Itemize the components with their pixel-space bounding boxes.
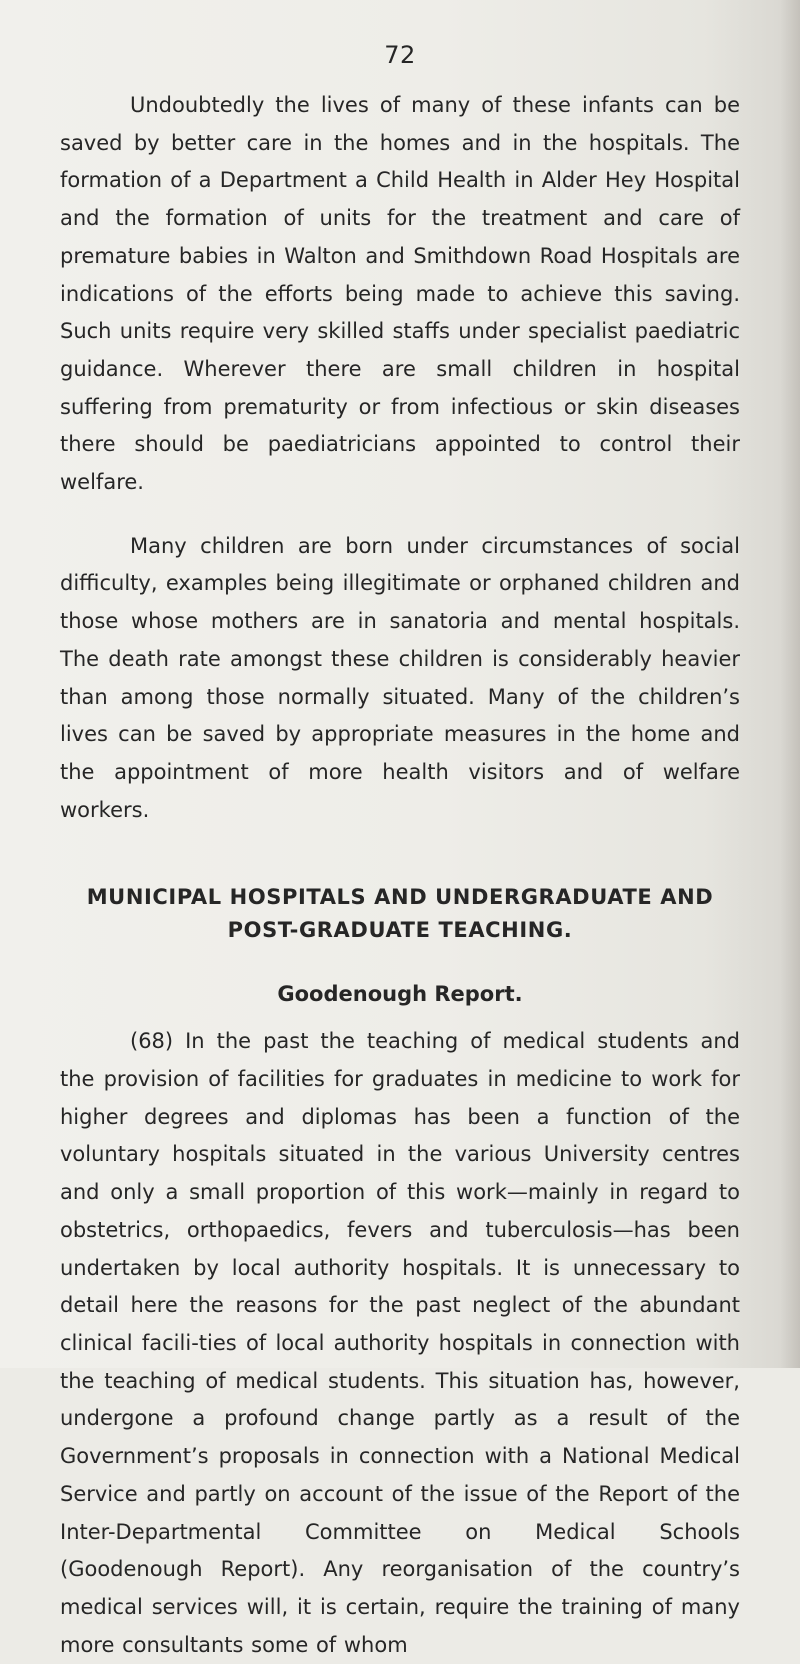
page-content — [60, 41, 740, 1664]
section-heading-line-2: POST-GRADUATE TEACHING. — [227, 918, 573, 943]
section-subheading: Goodenough Report. — [277, 982, 523, 1007]
paragraph-text: Many children are born under circumstances of social difficulty, examples being illegitimate or orphaned children and those whose mothers are in sanatoria and mental hospitals. The death rate amongst these children is considerably heavier than among those normally situated. Many of the children’s lives can be saved by appropriate measures in the home and the appointment of more health visitors and of welfare workers. — [60, 533, 740, 822]
paragraph-teaching — [60, 1023, 740, 1664]
section-heading-line-1: MUNICIPAL HOSPITALS AND UNDERGRADUATE AND — [86, 885, 714, 910]
section-heading — [60, 881, 740, 947]
paragraph-text: (68) In the past the teaching of medical students and the provision of facilities for graduates in medicine to work for higher degrees and diplomas has been a function of the voluntary hospitals situated in the various University centres and only a small proportion of this work—mainly in regard to obstetrics, orthopaedics, fevers and tuberculosis—has been undertaken by local authority hospitals. It is unnecessary to detail here the reasons for the past neglect of the abundant clinical facili-ties of local authority hospitals in connection with the teaching of medical students. This situation has, however, undergone a profound change partly as a result of the Government’s proposals in connection with a National Medical Service and partly on account of the issue of the Report of the Inter-Departmental Committee on Medical Schools (Goodenough Report). Any reorganisation of the country’s medical services will, it is certain, require the training of many more consultants some of whom — [60, 1029, 740, 1657]
page-number: 72 — [384, 41, 416, 69]
paragraph-infant-care — [60, 87, 740, 502]
page-edge-shadow — [780, 0, 800, 1368]
paragraph-social-difficulty — [60, 528, 740, 830]
paragraph-text: Undoubtedly the lives of many of these infants can be saved by better care in the homes and in the hospitals. The formation of a Department a Child Health in Alder Hey Hospital and the formation of units for the treatment and care of premature babies in Walton and Smithdown Road Hospitals are indications of the efforts being made to achieve this saving. Such units require very skilled staffs under specialist paediatric guidance. Wherever there are small children in hospital suffering from prematurity or from infectious or skin diseases there should be paediatricians appointed to control their welfare. — [60, 93, 740, 495]
